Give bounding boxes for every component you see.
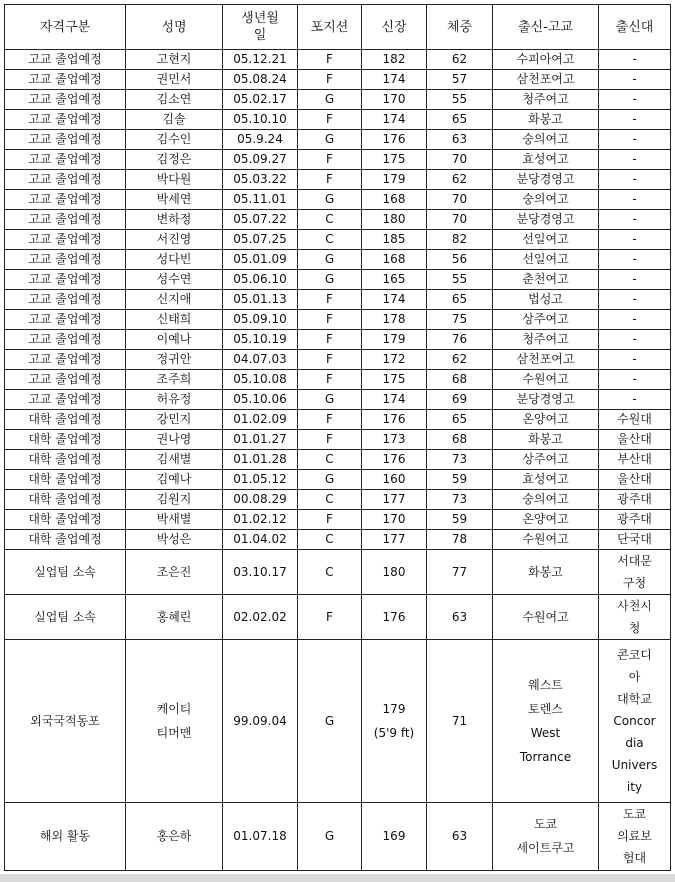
cell-name: 김소연	[126, 90, 223, 110]
header-height: 신장	[362, 5, 427, 50]
cell-weight: 63	[427, 802, 493, 870]
cell-university: -	[599, 190, 671, 210]
header-weight: 체중	[427, 5, 493, 50]
cell-name: 권나영	[126, 430, 223, 450]
cell-weight: 63	[427, 595, 493, 640]
cell-name: 권민서	[126, 70, 223, 90]
cell-university: -	[599, 50, 671, 70]
cell-position: G	[298, 270, 362, 290]
cell-position: G	[298, 390, 362, 410]
cell-weight: 70	[427, 150, 493, 170]
cell-type: 고교 졸업예정	[5, 50, 126, 70]
cell-line: 토렌스	[528, 702, 563, 717]
cell-weight: 78	[427, 530, 493, 550]
cell-birth: 05.07.25	[223, 230, 298, 250]
cell-birth: 05.10.08	[223, 370, 298, 390]
cell-high-school: 상주여고	[493, 450, 599, 470]
cell-type: 고교 졸업예정	[5, 250, 126, 270]
cell-weight: 59	[427, 510, 493, 530]
cell-name: 박다원	[126, 170, 223, 190]
cell-name	[126, 640, 223, 802]
cell-birth: 01.05.12	[223, 470, 298, 490]
cell-position: F	[298, 290, 362, 310]
cell-line: 웨스트	[528, 678, 563, 693]
table-row	[5, 150, 671, 170]
cell-university: -	[599, 210, 671, 230]
cell-type: 대학 졸업예정	[5, 410, 126, 430]
cell-height: 172	[362, 350, 427, 370]
cell-type: 고교 졸업예정	[5, 370, 126, 390]
cell-birth: 05.09.10	[223, 310, 298, 330]
cell-type: 외국국적동포	[5, 640, 126, 802]
cell-high-school: 숭의여고	[493, 490, 599, 510]
cell-type: 고교 졸업예정	[5, 350, 126, 370]
cell-height: 180	[362, 210, 427, 230]
cell-university: -	[599, 350, 671, 370]
cell-birth: 05.12.21	[223, 50, 298, 70]
table-row	[5, 310, 671, 330]
table-row	[5, 450, 671, 470]
cell-height: 185	[362, 230, 427, 250]
cell-weight: 56	[427, 250, 493, 270]
cell-name: 김예나	[126, 470, 223, 490]
cell-type: 고교 졸업예정	[5, 150, 126, 170]
cell-birth: 05.9.24	[223, 130, 298, 150]
cell-line: 구청	[622, 576, 647, 591]
cell-birth: 01.01.27	[223, 430, 298, 450]
table-row	[5, 802, 671, 870]
cell-university: -	[599, 370, 671, 390]
cell-high-school: 선일여고	[493, 230, 599, 250]
table-row	[5, 50, 671, 70]
cell-type: 고교 졸업예정	[5, 330, 126, 350]
cell-university: 광주대	[599, 510, 671, 530]
cell-university: 광주대	[599, 490, 671, 510]
cell-height: 177	[362, 530, 427, 550]
cell-weight: 62	[427, 350, 493, 370]
cell-type: 고교 졸업예정	[5, 70, 126, 90]
cell-name: 성다빈	[126, 250, 223, 270]
cell-line: 179	[382, 702, 406, 717]
cell-height: 168	[362, 250, 427, 270]
cell-weight: 57	[427, 70, 493, 90]
table-row	[5, 410, 671, 430]
cell-height: 178	[362, 310, 427, 330]
cell-name: 허유정	[126, 390, 223, 410]
cell-birth: 01.04.02	[223, 530, 298, 550]
cell-birth: 05.01.09	[223, 250, 298, 270]
table-row	[5, 90, 671, 110]
table-row	[5, 330, 671, 350]
cell-position: C	[298, 230, 362, 250]
cell-high-school	[493, 802, 599, 870]
cell-birth: 04.07.03	[223, 350, 298, 370]
cell-type: 고교 졸업예정	[5, 270, 126, 290]
cell-name: 강민지	[126, 410, 223, 430]
cell-birth: 99.09.04	[223, 640, 298, 802]
cell-position: F	[298, 70, 362, 90]
header-high-school: 출신-고교	[493, 5, 599, 50]
table-row	[5, 430, 671, 450]
cell-high-school: 분당경영고	[493, 390, 599, 410]
cell-height: 175	[362, 150, 427, 170]
cell-name: 홍혜린	[126, 595, 223, 640]
cell-position: C	[298, 530, 362, 550]
table-row	[5, 510, 671, 530]
cell-position: F	[298, 430, 362, 450]
cell-height: 168	[362, 190, 427, 210]
cell-type: 고교 졸업예정	[5, 90, 126, 110]
cell-height: 174	[362, 290, 427, 310]
cell-high-school: 춘천여고	[493, 270, 599, 290]
cell-line: 의료보	[617, 829, 652, 844]
cell-type: 고교 졸업예정	[5, 170, 126, 190]
cell-line: Torrance	[519, 750, 572, 765]
cell-name: 김정은	[126, 150, 223, 170]
cell-name: 김솔	[126, 110, 223, 130]
cell-position: G	[298, 190, 362, 210]
cell-type: 고교 졸업예정	[5, 230, 126, 250]
cell-line: 대학교	[617, 692, 652, 707]
cell-weight: 73	[427, 450, 493, 470]
cell-height	[362, 640, 427, 802]
cell-height: 170	[362, 90, 427, 110]
cell-line: dia	[625, 736, 644, 751]
cell-height: 174	[362, 390, 427, 410]
cell-university: 울산대	[599, 470, 671, 490]
cell-birth: 05.02.17	[223, 90, 298, 110]
table-row	[5, 110, 671, 130]
cell-type: 대학 졸업예정	[5, 470, 126, 490]
cell-name: 변하정	[126, 210, 223, 230]
cell-height: 180	[362, 550, 427, 595]
cell-name: 조주희	[126, 370, 223, 390]
cell-name: 박세연	[126, 190, 223, 210]
cell-name: 홍은하	[126, 802, 223, 870]
cell-name: 이예나	[126, 330, 223, 350]
cell-line: 험대	[622, 851, 647, 866]
cell-university: -	[599, 170, 671, 190]
cell-high-school: 삼천포여고	[493, 350, 599, 370]
cell-university: -	[599, 250, 671, 270]
table-row	[5, 290, 671, 310]
table-row	[5, 190, 671, 210]
cell-position: F	[298, 410, 362, 430]
cell-high-school: 선일여고	[493, 250, 599, 270]
cell-university: -	[599, 70, 671, 90]
table-row	[5, 640, 671, 802]
cell-birth: 05.11.01	[223, 190, 298, 210]
cell-name: 조은진	[126, 550, 223, 595]
cell-university: 울산대	[599, 430, 671, 450]
cell-position: F	[298, 110, 362, 130]
table-row	[5, 550, 671, 595]
cell-line: 콘코디	[617, 648, 652, 663]
cell-birth: 05.10.06	[223, 390, 298, 410]
cell-high-school: 수원여고	[493, 595, 599, 640]
cell-position: G	[298, 90, 362, 110]
cell-height: 179	[362, 170, 427, 190]
cell-line: 티머맨	[156, 726, 192, 741]
cell-type: 대학 졸업예정	[5, 490, 126, 510]
cell-birth: 01.07.18	[223, 802, 298, 870]
cell-weight: 70	[427, 210, 493, 230]
cell-high-school: 삼천포여고	[493, 70, 599, 90]
cell-university: -	[599, 310, 671, 330]
table-row	[5, 595, 671, 640]
cell-name: 서진영	[126, 230, 223, 250]
cell-name: 박성은	[126, 530, 223, 550]
cell-high-school: 수원여고	[493, 370, 599, 390]
cell-high-school: 효성여고	[493, 470, 599, 490]
cell-weight: 71	[427, 640, 493, 802]
cell-type: 대학 졸업예정	[5, 510, 126, 530]
cell-high-school: 온양여고	[493, 510, 599, 530]
cell-high-school: 온양여고	[493, 410, 599, 430]
cell-name: 정귀안	[126, 350, 223, 370]
cell-weight: 68	[427, 370, 493, 390]
cell-weight: 68	[427, 430, 493, 450]
cell-birth: 01.01.28	[223, 450, 298, 470]
cell-height: 165	[362, 270, 427, 290]
cell-birth: 00.08.29	[223, 490, 298, 510]
cell-university: -	[599, 290, 671, 310]
cell-line: 케이티	[156, 702, 192, 717]
cell-type: 고교 졸업예정	[5, 210, 126, 230]
cell-birth: 05.06.10	[223, 270, 298, 290]
bottom-scroll-area	[0, 874, 675, 882]
cell-university	[599, 802, 671, 870]
cell-university	[599, 595, 671, 640]
cell-birth: 05.01.13	[223, 290, 298, 310]
cell-position: F	[298, 310, 362, 330]
table-row	[5, 390, 671, 410]
cell-weight: 59	[427, 470, 493, 490]
cell-height: 169	[362, 802, 427, 870]
cell-line: 세이트쿠고	[516, 841, 575, 856]
cell-university: -	[599, 90, 671, 110]
header-position: 포지션	[298, 5, 362, 50]
cell-line: Concor	[613, 714, 656, 729]
cell-high-school: 분당경영고	[493, 170, 599, 190]
cell-birth: 05.08.24	[223, 70, 298, 90]
cell-high-school: 분당경영고	[493, 210, 599, 230]
cell-high-school: 숭의여고	[493, 190, 599, 210]
cell-position: F	[298, 595, 362, 640]
cell-university: -	[599, 230, 671, 250]
cell-high-school: 청주여고	[493, 330, 599, 350]
cell-height: 179	[362, 330, 427, 350]
cell-position: C	[298, 490, 362, 510]
header-name: 성명	[126, 5, 223, 50]
cell-line: 아	[628, 670, 641, 685]
cell-high-school: 화봉고	[493, 550, 599, 595]
cell-type: 고교 졸업예정	[5, 110, 126, 130]
cell-line: Univers	[611, 758, 658, 773]
cell-high-school: 상주여고	[493, 310, 599, 330]
cell-position: G	[298, 640, 362, 802]
cell-university	[599, 550, 671, 595]
table-row	[5, 370, 671, 390]
cell-type: 대학 졸업예정	[5, 430, 126, 450]
table-row	[5, 250, 671, 270]
cell-line: 서대문	[617, 554, 652, 569]
cell-line: 도쿄	[622, 807, 647, 822]
cell-weight: 65	[427, 290, 493, 310]
cell-position: F	[298, 150, 362, 170]
cell-height: 175	[362, 370, 427, 390]
cell-height: 174	[362, 110, 427, 130]
table-row	[5, 170, 671, 190]
cell-height: 160	[362, 470, 427, 490]
cell-height: 182	[362, 50, 427, 70]
cell-position: G	[298, 802, 362, 870]
header-type: 자격구분	[5, 5, 126, 50]
cell-weight: 63	[427, 130, 493, 150]
cell-university: -	[599, 150, 671, 170]
cell-weight: 69	[427, 390, 493, 410]
table-row	[5, 270, 671, 290]
cell-position: F	[298, 170, 362, 190]
cell-type: 실업팀 소속	[5, 550, 126, 595]
cell-line: ity	[626, 780, 643, 795]
cell-weight: 62	[427, 50, 493, 70]
cell-weight: 55	[427, 270, 493, 290]
cell-university: 부산대	[599, 450, 671, 470]
header-row	[5, 5, 671, 50]
cell-high-school: 화봉고	[493, 110, 599, 130]
cell-position: C	[298, 210, 362, 230]
cell-weight: 65	[427, 410, 493, 430]
cell-birth: 05.07.22	[223, 210, 298, 230]
cell-university: -	[599, 390, 671, 410]
cell-type: 고교 졸업예정	[5, 310, 126, 330]
cell-birth: 01.02.09	[223, 410, 298, 430]
cell-height: 170	[362, 510, 427, 530]
cell-high-school: 법성고	[493, 290, 599, 310]
cell-high-school: 청주여고	[493, 90, 599, 110]
cell-weight: 70	[427, 190, 493, 210]
cell-line: 도쿄	[533, 817, 558, 832]
cell-birth: 03.10.17	[223, 550, 298, 595]
cell-position: F	[298, 50, 362, 70]
cell-position: F	[298, 330, 362, 350]
cell-name: 고현지	[126, 50, 223, 70]
cell-university: 수원대	[599, 410, 671, 430]
cell-university: -	[599, 130, 671, 150]
cell-high-school: 숭의여고	[493, 130, 599, 150]
cell-high-school: 화봉고	[493, 430, 599, 450]
cell-position: F	[298, 350, 362, 370]
cell-type: 고교 졸업예정	[5, 290, 126, 310]
header-university: 출신대	[599, 5, 671, 50]
cell-height: 173	[362, 430, 427, 450]
cell-height: 176	[362, 130, 427, 150]
cell-weight: 75	[427, 310, 493, 330]
cell-position: G	[298, 470, 362, 490]
cell-weight: 55	[427, 90, 493, 110]
cell-name: 신지애	[126, 290, 223, 310]
cell-birth: 01.02.12	[223, 510, 298, 530]
cell-name: 성수연	[126, 270, 223, 290]
table-row	[5, 490, 671, 510]
cell-position: C	[298, 550, 362, 595]
cell-name: 김수인	[126, 130, 223, 150]
cell-high-school: 효성여고	[493, 150, 599, 170]
cell-weight: 82	[427, 230, 493, 250]
cell-university: -	[599, 330, 671, 350]
cell-position: G	[298, 250, 362, 270]
cell-university: -	[599, 110, 671, 130]
table-row	[5, 130, 671, 150]
cell-type: 고교 졸업예정	[5, 390, 126, 410]
table-row	[5, 230, 671, 250]
cell-position: F	[298, 510, 362, 530]
cell-position: F	[298, 370, 362, 390]
cell-type: 대학 졸업예정	[5, 450, 126, 470]
cell-birth: 05.03.22	[223, 170, 298, 190]
table-row	[5, 470, 671, 490]
cell-type: 고교 졸업예정	[5, 130, 126, 150]
cell-weight: 73	[427, 490, 493, 510]
cell-height: 176	[362, 410, 427, 430]
table-row	[5, 70, 671, 90]
cell-line: West	[530, 726, 561, 741]
cell-name: 박새별	[126, 510, 223, 530]
cell-high-school: 수피아여고	[493, 50, 599, 70]
cell-weight: 77	[427, 550, 493, 595]
cell-birth: 05.09.27	[223, 150, 298, 170]
cell-line: 사천시	[617, 599, 652, 614]
cell-weight: 65	[427, 110, 493, 130]
table-row	[5, 350, 671, 370]
table-row	[5, 530, 671, 550]
header-birth: 생년월 일	[223, 5, 298, 50]
cell-high-school	[493, 640, 599, 802]
cell-type: 대학 졸업예정	[5, 530, 126, 550]
cell-type: 고교 졸업예정	[5, 190, 126, 210]
cell-type: 해외 활동	[5, 802, 126, 870]
cell-university: -	[599, 270, 671, 290]
cell-line: (5'9 ft)	[373, 726, 415, 741]
cell-weight: 62	[427, 170, 493, 190]
cell-name: 신태희	[126, 310, 223, 330]
table-row	[5, 210, 671, 230]
cell-university: 단국대	[599, 530, 671, 550]
cell-birth: 05.10.10	[223, 110, 298, 130]
cell-height: 177	[362, 490, 427, 510]
cell-height: 176	[362, 450, 427, 470]
cell-high-school: 수원여고	[493, 530, 599, 550]
cell-birth: 05.10.19	[223, 330, 298, 350]
player-table	[4, 4, 671, 871]
cell-weight: 76	[427, 330, 493, 350]
cell-university	[599, 640, 671, 802]
cell-height: 176	[362, 595, 427, 640]
cell-type: 실업팀 소속	[5, 595, 126, 640]
cell-height: 174	[362, 70, 427, 90]
cell-name: 김새별	[126, 450, 223, 470]
cell-line: 청	[628, 621, 641, 636]
cell-position: C	[298, 450, 362, 470]
cell-position: G	[298, 130, 362, 150]
cell-birth: 02.02.02	[223, 595, 298, 640]
cell-name: 김원지	[126, 490, 223, 510]
